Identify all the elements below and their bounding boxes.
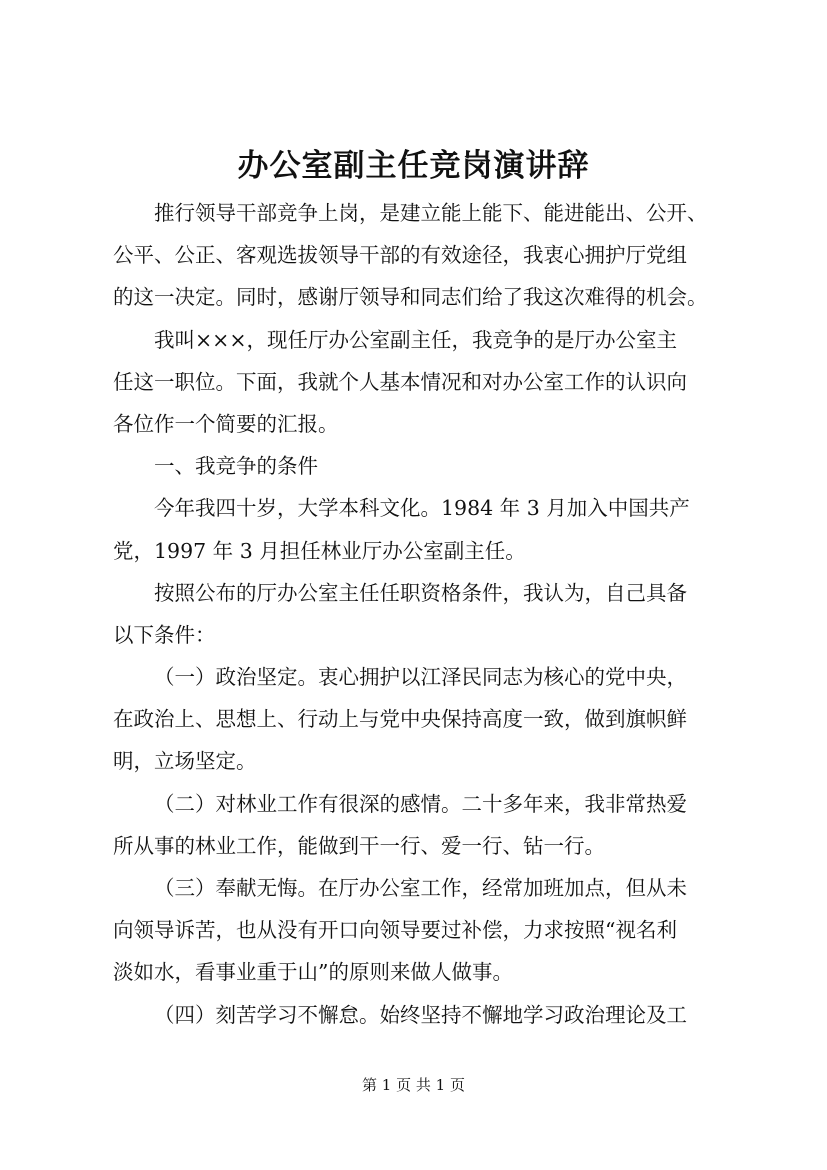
document-title: 办公室副主任竞岗演讲辞 (237, 148, 590, 184)
paragraph-line: （一）政治坚定。衷心拥护以江泽民同志为核心的党中央， (154, 665, 687, 690)
paragraph-line: 向领导诉苦，也从没有开口向领导要过补偿，力求按照“视名利 (113, 918, 677, 943)
paragraph-line: 按照公布的厅办公室主任任职资格条件，我认为，自己具备 (154, 580, 687, 605)
paragraph-line: 推行领导干部竞争上岗，是建立能上能下、能进能出、公开、 (154, 201, 708, 225)
paragraph-line: 的这一决定。同时，感谢厅领导和同志们给了我这次难得的机会。 (113, 285, 708, 310)
paragraph-line: 党，1997 年 3 月担任林业厅办公室副主任。 (113, 538, 526, 563)
paragraph-line: （四）刻苦学习不懈怠。始终坚持不懈地学习政治理论及工 (154, 1002, 687, 1027)
paragraph-line: 今年我四十岁，大学本科文化。1984 年 3 月加入中国共产 (154, 496, 690, 521)
paragraph-line: 公平、公正、客观选拔领导干部的有效途径，我衷心拥护厅党组 (113, 243, 687, 268)
paragraph-line: 我叫×××，现任厅办公室副主任，我竞争的是厅办公室主 (154, 327, 678, 352)
paragraph-line: 一、我竞争的条件 (154, 454, 318, 479)
paragraph-line: 任这一职位。下面，我就个人基本情况和对办公室工作的认识向 (113, 369, 687, 394)
paragraph-line: 淡如水，看事业重于山”的原则来做人做事。 (113, 960, 513, 985)
paragraph-line: 明，立场坚定。 (113, 749, 257, 774)
paragraph-line: 所从事的林业工作，能做到干一行、爱一行、钻一行。 (113, 833, 605, 858)
page-footer: 第 1 页 共 1 页 (362, 1076, 465, 1094)
paragraph-line: （二）对林业工作有很深的感情。二十多年来，我非常热爱 (154, 791, 687, 816)
document-body (113, 192, 738, 1036)
paragraph-line: 在政治上、思想上、行动上与党中央保持高度一致，做到旗帜鲜 (113, 707, 687, 732)
paragraph-line: （三）奉献无悔。在厅办公室工作，经常加班加点，但从未 (154, 876, 687, 900)
paragraph-line: 各位作一个简要的汇报。 (113, 411, 339, 436)
paragraph-line: 以下条件： (113, 622, 216, 647)
